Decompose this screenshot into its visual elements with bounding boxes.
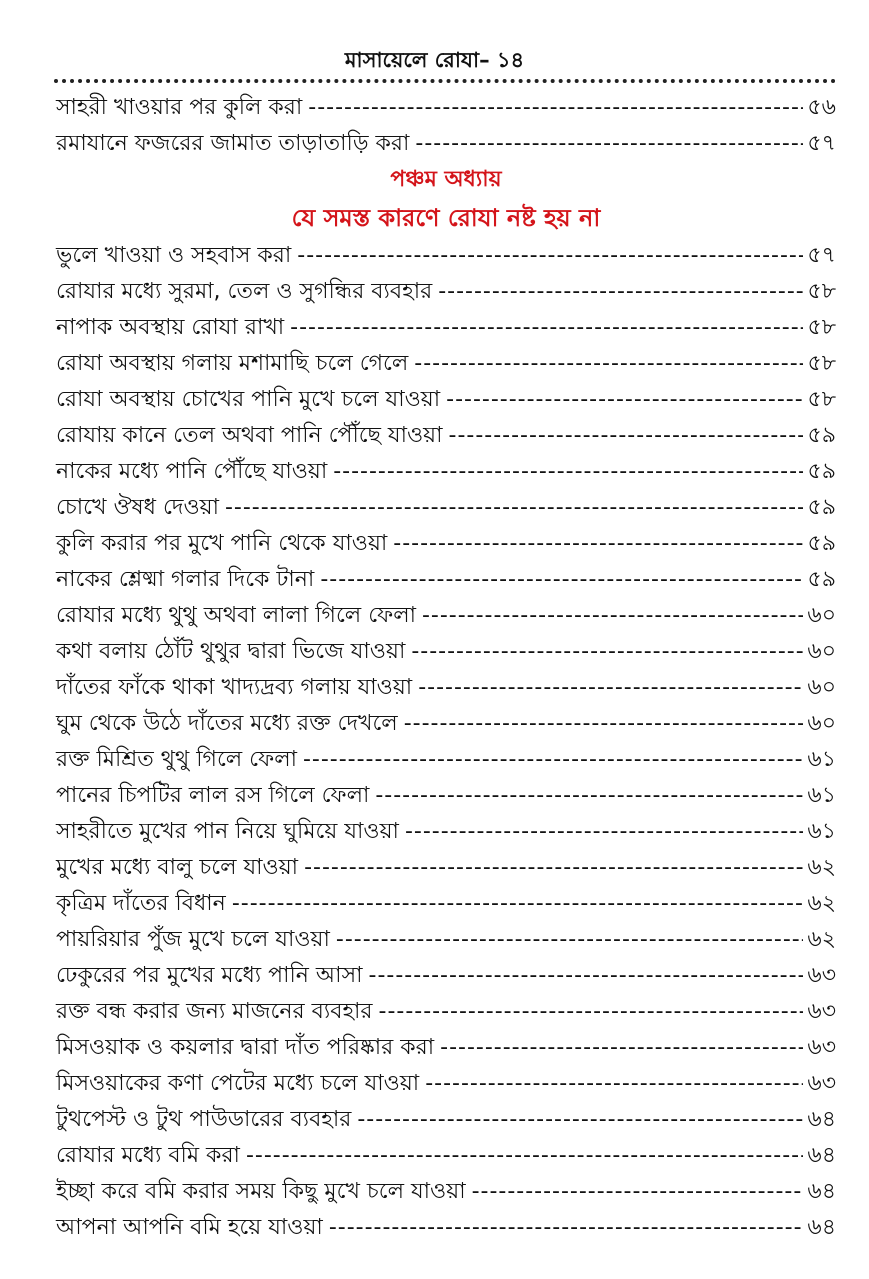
- toc-entry-title: সাহরীতে মুখের পান নিয়ে ঘুমিয়ে যাওয়া: [56, 819, 399, 844]
- dash-leader: [375, 778, 803, 814]
- dash-leader: [422, 598, 803, 634]
- toc-entry-title: ঘুম থেকে উঠে দাঁতের মধ্যে রক্ত দেখলে: [56, 711, 398, 736]
- chapter-number: পঞ্চম অধ্যায়: [390, 167, 502, 192]
- dash-leader: [414, 346, 803, 382]
- toc-entry-page: ৬৪: [807, 1143, 836, 1168]
- toc-entry: [56, 706, 836, 742]
- toc-entry-title: রোযা অবস্থায় চোখের পানি মুখে চলে যাওয়া: [56, 387, 441, 412]
- toc-entry-page: ৬৪: [807, 1107, 836, 1132]
- dash-leader: [329, 1210, 804, 1246]
- toc-entry: [56, 742, 836, 778]
- toc-entry-page: ৬০: [807, 603, 836, 628]
- toc-entry-page: ৬৪: [807, 1215, 836, 1240]
- toc-entry: [56, 1210, 836, 1246]
- toc-entry-page: ৫৯: [807, 459, 836, 484]
- dash-leader: [393, 526, 803, 562]
- toc-entry-title: কৃত্রিম দাঁতের বিধান: [56, 891, 226, 916]
- toc-entry-page: ৬৪: [807, 1179, 836, 1204]
- toc-entry-page: ৫৯: [807, 531, 836, 556]
- dash-leader: [379, 994, 804, 1030]
- toc-entry-title: কুলি করার পর মুখে পানি থেকে যাওয়া: [56, 531, 388, 556]
- toc-entry-page: ৬২: [807, 927, 836, 952]
- toc-entry: [56, 886, 836, 922]
- dash-leader: [232, 886, 804, 922]
- dash-leader: [246, 1138, 803, 1174]
- toc-entry-title: ভুলে খাওয়া ও সহবাস করা: [56, 243, 292, 268]
- toc-entry: [56, 1138, 836, 1174]
- toc-entry-title: নাপাক অবস্থায় রোযা রাখা: [56, 315, 285, 340]
- dash-leader: [404, 706, 804, 742]
- dash-leader: [369, 958, 804, 994]
- dash-leader: [303, 742, 803, 778]
- toc-entry-page: ৬৩: [807, 963, 836, 988]
- toc-entry-page: ৬৩: [807, 999, 836, 1024]
- toc-entry-page: ৫৭: [807, 243, 836, 268]
- toc-entry-page: ৫৮: [807, 351, 836, 376]
- toc-entry-title: আপনা আপনি বমি হয়ে যাওয়া: [56, 1215, 323, 1240]
- toc-entry: [56, 670, 836, 706]
- table-of-contents: [56, 90, 836, 1246]
- toc-entry-page: ৫৬: [807, 95, 836, 120]
- toc-entry-title: নাকের শ্লেষ্মা গলার দিকে টানা: [56, 567, 315, 592]
- toc-entry: [56, 598, 836, 634]
- toc-entry-page: ৫৯: [807, 495, 836, 520]
- toc-entry: [56, 1102, 836, 1138]
- dash-leader: [418, 670, 803, 706]
- dash-leader: [320, 562, 803, 598]
- toc-entry-title: পানের চিপটির লাল রস গিলে ফেলা: [56, 783, 370, 808]
- toc-entry-title: ইচ্ছা করে বমি করার সময় কিছু মুখে চলে যাওয়া: [56, 1179, 466, 1204]
- dash-leader: [304, 850, 803, 886]
- dash-leader: [290, 310, 803, 346]
- toc-entry-page: ৫৮: [807, 279, 836, 304]
- dash-leader: [357, 1102, 803, 1138]
- toc-entry-title: পায়রিয়ার পুঁজ মুখে চলে যাওয়া: [56, 927, 330, 952]
- toc-entry-title: রোযার মধ্যে বমি করা: [56, 1143, 240, 1168]
- toc-entry-page: ৬০: [807, 711, 836, 736]
- toc-entry: [56, 634, 836, 670]
- toc-entry-page: ৬৩: [807, 1035, 836, 1060]
- dash-leader: [308, 90, 803, 126]
- dash-leader: [415, 126, 803, 162]
- dash-leader: [438, 274, 803, 310]
- dash-leader: [446, 382, 803, 418]
- toc-entry-page: ৬৩: [807, 1071, 836, 1096]
- toc-entry-title: নাকের মধ্যে পানি পৌঁছে যাওয়া: [56, 459, 328, 484]
- toc-entry: [56, 1066, 836, 1102]
- toc-entry-title: মিসওয়াক ও কয়লার দ্বারা দাঁত পরিষ্কার করা: [56, 1035, 435, 1060]
- dash-leader: [449, 418, 804, 454]
- toc-entry-page: ৬১: [807, 783, 836, 808]
- dash-leader: [297, 238, 803, 274]
- toc-entry: [56, 382, 836, 418]
- toc-entry-title: রমাযানে ফজরের জামাত তাড়াতাড়ি করা: [56, 131, 410, 156]
- toc-entry: [56, 454, 836, 490]
- toc-entry-title: টুথপেস্ট ও টুথ পাউডারের ব্যবহার: [56, 1107, 352, 1132]
- toc-entry-page: ৬০: [807, 639, 836, 664]
- header-divider: [54, 79, 836, 83]
- toc-entry-page: ৬২: [807, 855, 836, 880]
- toc-entry-page: ৫৯: [807, 567, 836, 592]
- toc-entry: [56, 562, 836, 598]
- toc-entry: [56, 310, 836, 346]
- toc-entry: [56, 850, 836, 886]
- toc-entry-title: মিসওয়াকের কণা পেটের মধ্যে চলে যাওয়া: [56, 1071, 420, 1096]
- page-header: মাসায়েলে রোযা– ১৪: [344, 48, 525, 72]
- toc-entry-title: রোযা অবস্থায় গলায় মশামাছি চলে গেলে: [56, 351, 409, 376]
- toc-entry-title: রোযার মধ্যে সুরমা, তেল ও সুগন্ধির ব্যবহার: [56, 279, 433, 304]
- toc-entry-title: মুখের মধ্যে বালু চলে যাওয়া: [56, 855, 299, 880]
- toc-entry: [56, 526, 836, 562]
- toc-entry-page: ৬০: [807, 675, 836, 700]
- toc-entry: [56, 778, 836, 814]
- toc-entries: [56, 238, 836, 1246]
- dash-leader: [405, 814, 803, 850]
- toc-entry-page: ৫৯: [807, 423, 836, 448]
- dash-leader: [425, 1066, 803, 1102]
- toc-entry-title: চোখে ঔষধ দেওয়া: [56, 495, 219, 520]
- toc-entry-title: কথা বলায় ঠোঁট থুথুর দ্বারা ভিজে যাওয়া: [56, 639, 406, 664]
- dash-leader: [440, 1030, 803, 1066]
- dash-leader: [336, 922, 803, 958]
- toc-entry: [56, 1030, 836, 1066]
- toc-entry-title: রক্ত বন্ধ করার জন্য মাজনের ব্যবহার: [56, 999, 373, 1024]
- chapter-title: যে সমস্ত কারণে রোযা নষ্ট হয় না: [291, 204, 601, 232]
- toc-entry-page: ৬২: [807, 891, 836, 916]
- toc-entries-before-chapter: [56, 90, 836, 162]
- toc-entry: [56, 922, 836, 958]
- toc-entry-title: রোযার মধ্যে থুথু অথবা লালা গিলে ফেলা: [56, 603, 416, 628]
- toc-entry-page: ৬১: [807, 747, 836, 772]
- toc-entry-title: রক্ত মিশ্রিত থুথু গিলে ফেলা: [56, 747, 297, 772]
- toc-entry: [56, 126, 836, 162]
- toc-entry: [56, 814, 836, 850]
- toc-entry: [56, 490, 836, 526]
- toc-entry-title: দাঁতের ফাঁকে থাকা খাদ্যদ্রব্য গলায় যাওয়া: [56, 675, 413, 700]
- toc-entry: [56, 958, 836, 994]
- toc-entry-page: ৬১: [807, 819, 836, 844]
- toc-entry-page: ৫৮: [807, 387, 836, 412]
- toc-entry: [56, 418, 836, 454]
- toc-entry: [56, 1174, 836, 1210]
- dash-leader: [333, 454, 803, 490]
- toc-entry: [56, 238, 836, 274]
- toc-entry-page: ৫৮: [807, 315, 836, 340]
- toc-entry-title: ঢেকুরের পর মুখের মধ্যে পানি আসা: [56, 963, 363, 988]
- dash-leader: [225, 490, 803, 526]
- toc-entry-title: রোযায় কানে তেল অথবা পানি পৌঁছে যাওয়া: [56, 423, 443, 448]
- toc-entry: [56, 90, 836, 126]
- dash-leader: [411, 634, 803, 670]
- toc-entry: [56, 994, 836, 1030]
- toc-entry-page: ৫৭: [807, 131, 836, 156]
- toc-entry: [56, 346, 836, 382]
- toc-entry: [56, 274, 836, 310]
- dash-leader: [472, 1174, 804, 1210]
- toc-entry-title: সাহরী খাওয়ার পর কুলি করা: [56, 95, 303, 120]
